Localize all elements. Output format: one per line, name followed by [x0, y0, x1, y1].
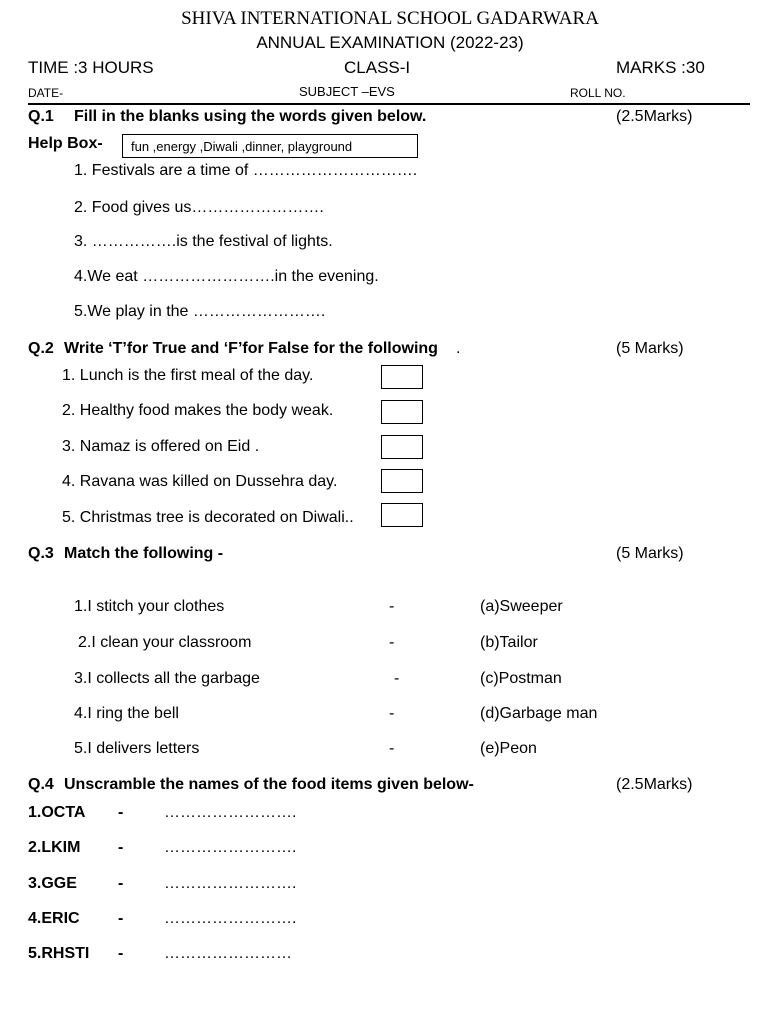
unscramble-dash: -: [118, 804, 124, 821]
match-right-item: (c)Postman: [480, 670, 562, 687]
help-box: fun ,energy ,Diwali ,dinner, playground: [122, 134, 418, 158]
q1-item: 5.We play in the …………………….: [74, 303, 326, 320]
q2-statement: 1. Lunch is the first meal of the day.: [62, 367, 314, 384]
school-name: SHIVA INTERNATIONAL SCHOOL GADARWARA: [181, 8, 599, 29]
roll-number-label: ROLL NO.: [570, 86, 626, 100]
scrambled-word: 1.OCTA: [28, 804, 86, 821]
match-dash: -: [394, 670, 400, 687]
match-left-item: 1.I stitch your clothes: [74, 598, 225, 615]
match-dash: -: [389, 740, 395, 757]
q1-item: 1. Festivals are a time of ………………………….: [74, 162, 418, 179]
match-left-item: 3.I collects all the garbage: [74, 670, 260, 687]
exam-time: TIME :3 HOURS: [28, 58, 154, 77]
q1-title: Fill in the blanks using the words given below.: [74, 108, 427, 125]
match-dash: -: [389, 705, 395, 722]
match-right-item: (b)Tailor: [480, 634, 538, 651]
q1-item: 4.We eat …………………….in the evening.: [74, 268, 379, 285]
q2-answer-box[interactable]: [381, 503, 423, 527]
q3-number: Q.3: [28, 545, 54, 562]
total-marks: MARKS :30: [616, 58, 705, 77]
match-left-item: 5.I delivers letters: [74, 740, 200, 757]
unscramble-blank: …………………….: [164, 875, 297, 892]
header-divider: [28, 103, 750, 105]
match-left-item: 4.I ring the bell: [74, 705, 179, 722]
unscramble-dash: -: [118, 875, 124, 892]
q4-number: Q.4: [28, 776, 54, 793]
scrambled-word: 5.RHSTI: [28, 945, 90, 962]
q1-marks: (2.5Marks): [616, 108, 693, 125]
q2-marks: (5 Marks): [616, 340, 684, 357]
match-dash: -: [389, 634, 395, 651]
match-left-item: 2.I clean your classroom: [78, 634, 252, 651]
q2-answer-box[interactable]: [381, 365, 423, 389]
q3-marks: (5 Marks): [616, 545, 684, 562]
unscramble-blank: ……………………: [164, 945, 292, 962]
date-label: DATE-: [28, 86, 64, 100]
help-box-label: Help Box-: [28, 135, 103, 152]
unscramble-blank: …………………….: [164, 839, 297, 856]
q2-statement: 4. Ravana was killed on Dussehra day.: [62, 473, 338, 490]
match-right-item: (a)Sweeper: [480, 598, 563, 615]
unscramble-blank: …………………….: [164, 910, 297, 927]
match-right-item: (e)Peon: [480, 740, 537, 757]
match-dash: -: [389, 598, 395, 615]
subject-label: SUBJECT –EVS: [299, 84, 395, 99]
q4-title: Unscramble the names of the food items given below-: [64, 776, 474, 793]
q2-answer-box[interactable]: [381, 469, 423, 493]
match-right-item: (d)Garbage man: [480, 705, 598, 722]
q2-answer-box[interactable]: [381, 435, 423, 459]
q1-number: Q.1: [28, 108, 54, 125]
scrambled-word: 2.LKIM: [28, 839, 81, 856]
q2-number: Q.2: [28, 340, 54, 357]
q1-item: 3. …………….is the festival of lights.: [74, 233, 333, 250]
unscramble-dash: -: [118, 839, 124, 856]
unscramble-blank: …………………….: [164, 804, 297, 821]
scrambled-word: 4.ERIC: [28, 910, 80, 927]
exam-title: ANNUAL EXAMINATION (2022-23): [256, 33, 524, 52]
q2-answer-box[interactable]: [381, 400, 423, 424]
q2-statement: 5. Christmas tree is decorated on Diwali..: [62, 509, 354, 526]
q2-title: Write ‘T’for True and ‘F’for False for the following: [64, 340, 438, 357]
q2-title-end: .: [456, 340, 461, 357]
unscramble-dash: -: [118, 910, 124, 927]
class-label: CLASS-I: [344, 58, 411, 77]
q2-statement: 2. Healthy food makes the body weak.: [62, 402, 334, 419]
q1-item: 2. Food gives us…………………….: [74, 199, 324, 216]
unscramble-dash: -: [118, 945, 124, 962]
q4-marks: (2.5Marks): [616, 776, 693, 793]
scrambled-word: 3.GGE: [28, 875, 77, 892]
q2-statement: 3. Namaz is offered on Eid .: [62, 438, 260, 455]
q3-title: Match the following -: [64, 545, 224, 562]
